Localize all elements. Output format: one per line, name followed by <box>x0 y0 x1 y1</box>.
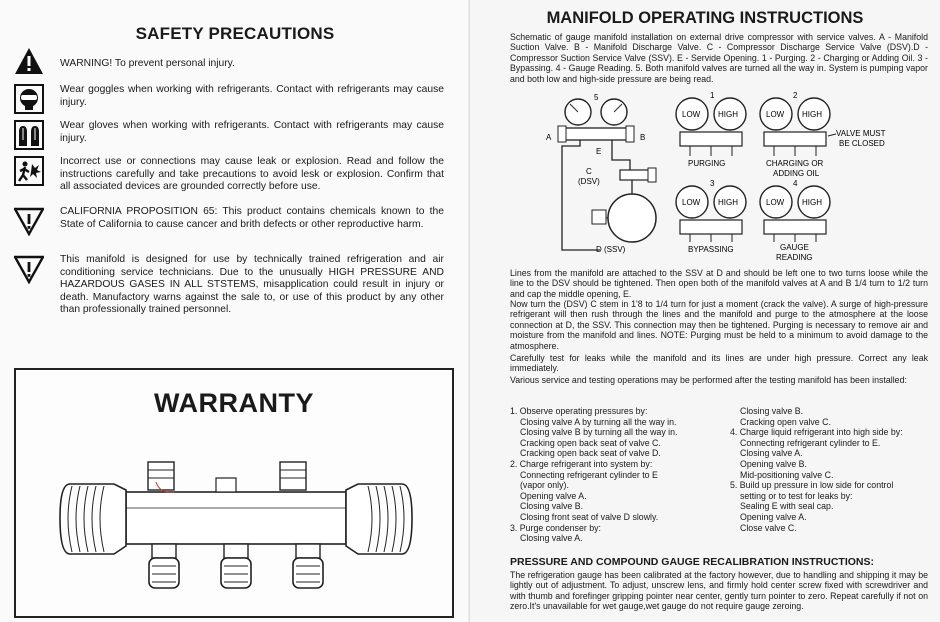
warning-triangle-icon <box>14 46 44 76</box>
gloves-icon <box>14 120 44 150</box>
svg-text:HIGH: HIGH <box>802 198 822 207</box>
label-b: B <box>640 133 646 142</box>
svg-text:PURGING: PURGING <box>688 159 726 168</box>
label-e: E <box>596 147 602 156</box>
instruction-step: Closing valve A. <box>520 533 583 544</box>
precaution-text: Wear gloves when working with refrigerants. Contact with refrigerants may cause injury. <box>60 120 444 144</box>
instruction-step: 5. Build up pressure in low side for control <box>730 480 894 491</box>
svg-text:3: 3 <box>710 179 715 188</box>
svg-text:LOW: LOW <box>766 110 785 119</box>
instruction-step: Closing front seat of valve D slowly. <box>520 511 659 522</box>
body-paragraph-4: Various service and testing operations may be performed after the testing manifold has been installed: <box>510 375 907 385</box>
instruction-step: Sealing E with seal cap. <box>740 501 834 512</box>
svg-text:HIGH: HIGH <box>718 198 738 207</box>
instruction-step: Closing valve B by turning all the way in. <box>520 427 678 438</box>
instruction-step: Closing valve A. <box>740 448 803 459</box>
explosion-icon <box>14 156 44 186</box>
manifold-schematic-diagram <box>540 90 930 266</box>
manifold-illustration <box>56 452 416 612</box>
precaution-explosion <box>14 156 444 196</box>
label-dsv: (DSV) <box>578 177 600 186</box>
recalibration-title: PRESSURE AND COMPOUND GAUGE RECALIBRATION INSTRUCTIONS: <box>510 556 875 568</box>
steps-right-column <box>730 406 903 533</box>
svg-text:1: 1 <box>710 91 715 100</box>
intro-paragraph: Schematic of gauge manifold installation on external drive compressor with service valves. A - Manifold Suction Valve. B - Manifold Discharge Valve. C - Compressor Discharge Service Valve (DSV).D - Compressor Suction Service Valve (SSV). E - Servide Opening. 1 - Purging. 2 - Charging or Adding Oil. 3 - Bypassing. 4 - Gauge Reading. 5. Both manifold valves are turned all the way in. System is pumping vapor and both low and high-side pressure are being read. <box>510 32 928 84</box>
instruction-step: Opening valve A. <box>740 511 807 522</box>
precaution-warning <box>14 46 444 78</box>
instruction-step: Cracking open back seat of valve D. <box>520 448 661 459</box>
svg-text:VALVE MUST: VALVE MUST <box>836 129 886 138</box>
label-c: C <box>586 167 592 176</box>
svg-text:ADDING OIL: ADDING OIL <box>773 169 820 178</box>
precaution-text: This manifold is designed for use by technically trained refrigeration and air conditioning service technicians. Due to the unusually HIGH PRESSURE AND HAZARDOUS GASES IN ALL STSTEMS, misapplication could result in injury or death. Manufactory warns against the sale to, or use of this product by any other than professionally trained personnel. <box>60 254 444 316</box>
svg-text:READING: READING <box>776 253 813 262</box>
svg-text:LOW: LOW <box>682 110 701 119</box>
svg-text:CHARGING OR: CHARGING OR <box>766 159 824 168</box>
svg-text:2: 2 <box>793 91 798 100</box>
instruction-step: 4. Charge liquid refrigerant into high side by: <box>730 427 903 438</box>
body-paragraph-2: Now turn the (DSV) C stem in 1'8 to 1/4 turn for just a moment (crack the valve). A surge of high-pressure refrigerant will then rush through the lines and the manifold and purge to the atmosphere at the loose connection at D, the SSV. This connection may then be tightened. Purging is necessary to remove air and moisture from the manifold and lines. NOTE: Purging must be held to a minimum to avoid damage to the atmosphere. <box>510 299 928 351</box>
instruction-step: Cracking open valve C. <box>740 416 831 427</box>
recalibration-text: The refrigeration gauge has been calibrated at the factory however, due to handling and shipping it may be lightly out of adjustment. To adjust, unscrew lens, and firmly hold center screw fixed with screwdriver and with thumb and forefinger gripping pointer near center, gently turn pointer to zero. Repeat carefully if not on zero.It's unavailable for wet gauge,wet gauge do not require gauge zeroing. <box>510 570 928 612</box>
instruction-step: Opening valve A. <box>520 490 587 501</box>
body-paragraph-1: Lines from the manifold are attached to the SSV at D and should be left one to two turns loose while the line to the DSV should be tightened. Then open both of the manifold valves at A and B 1/4 turn to 1/2 turn and cap the middle opening, E. <box>510 268 928 299</box>
instruction-step: Connecting refrigerant cylinder to E. <box>740 437 881 448</box>
instruction-step: Close valve C. <box>740 522 797 533</box>
precaution-gloves <box>14 120 444 152</box>
label-5: 5 <box>594 93 599 102</box>
instruction-step: Closing valve B. <box>740 406 804 416</box>
instruction-step: Connecting refrigerant cylinder to E <box>520 469 658 480</box>
warranty-box <box>14 368 454 618</box>
svg-text:HIGH: HIGH <box>802 110 822 119</box>
instruction-step: Cracking open back seat of valve C. <box>520 437 661 448</box>
warranty-title: WARRANTY <box>154 388 314 418</box>
caution-triangle-icon <box>14 206 44 236</box>
svg-text:GAUGE: GAUGE <box>780 243 809 252</box>
precaution-text: CALIFORNIA PROPOSITION 65: This product contains chemicals known to the State of California to cause cancer and brith defects or other reproductive harm. <box>60 206 444 230</box>
precaution-goggles <box>14 84 444 116</box>
instruction-step: 3. Purge condenser by: <box>510 522 601 533</box>
instruction-step: Closing valve B. <box>520 501 584 512</box>
instruction-step: setting or to test for leaks by: <box>740 490 853 501</box>
precaution-prop65 <box>14 206 444 246</box>
installation-schematic <box>546 93 656 254</box>
instruction-step: (vapor only). <box>520 480 569 491</box>
body-paragraph-3: Carefully test for leaks while the manifold and its lines are under high pressure. Correct any leak immediately. <box>510 353 928 374</box>
label-d-ssv: D (SSV) <box>596 245 626 254</box>
svg-text:HIGH: HIGH <box>718 110 738 119</box>
precaution-technicians <box>14 254 444 318</box>
safety-title: SAFETY PRECAUTIONS <box>135 24 335 43</box>
svg-text:BYPASSING: BYPASSING <box>688 245 734 254</box>
goggles-icon <box>14 84 44 114</box>
instruction-step: Mid-positioning valve C. <box>740 469 834 480</box>
caution-triangle-icon <box>14 254 44 284</box>
instruction-step: Opening valve B. <box>740 458 807 469</box>
precaution-text: Wear goggles when working with refrigerants. Contact with refrigerants may cause injury. <box>60 84 444 108</box>
svg-text:4: 4 <box>793 179 798 188</box>
instruction-step: 1. Observe operating pressures by: <box>510 406 648 416</box>
svg-text:BE CLOSED: BE CLOSED <box>839 139 885 148</box>
svg-text:LOW: LOW <box>682 198 701 207</box>
instruction-step: 2. Charge refrigerant into system by: <box>510 458 653 469</box>
manifold-title: MANIFOLD OPERATING INSTRUCTIONS <box>546 9 864 27</box>
steps-left-column <box>510 406 677 544</box>
svg-text:LOW: LOW <box>766 198 785 207</box>
precaution-text: Incorrect use or connections may cause leak or explosion. Read and follow the instructions carefully and take precautions to avoid lesk or explosion. Confirm that all associated devices are grounded correctly before use. <box>60 156 444 193</box>
instruction-step: Closing valve A by turning all the way in. <box>520 416 677 427</box>
precaution-text: WARNING! To prevent personal injury. <box>60 58 235 69</box>
label-a: A <box>546 133 552 142</box>
